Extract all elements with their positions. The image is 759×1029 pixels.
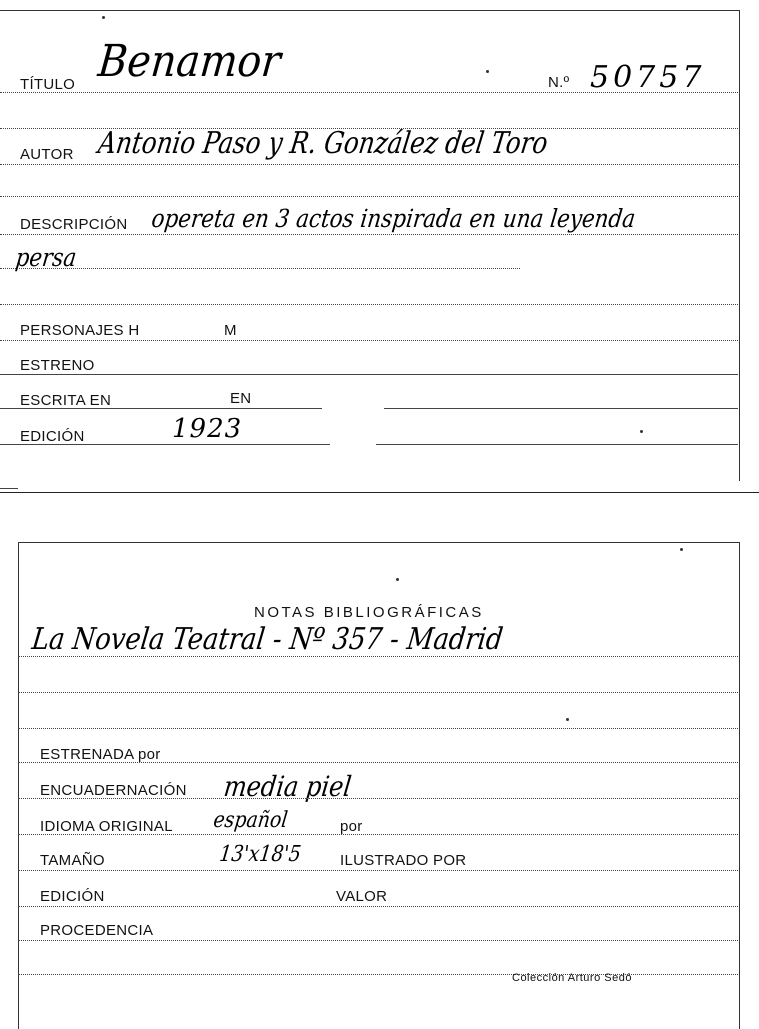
encuadernacion-label: ENCUADERNACIÓN <box>40 782 187 799</box>
scan-speck <box>486 70 489 73</box>
autor-line <box>0 164 738 165</box>
edicion-2-label: EDICIÓN <box>40 888 105 905</box>
edicion-label: EDICIÓN <box>20 428 85 445</box>
titulo-label: TÍTULO <box>20 76 76 93</box>
ilustrado-por-label: ILUSTRADO POR <box>340 852 467 869</box>
estreno-line <box>0 374 738 375</box>
idioma-original-value: español <box>212 808 289 833</box>
escrita-en-line <box>0 408 322 409</box>
por-label: por <box>340 818 363 835</box>
rule <box>0 304 738 305</box>
descripcion-value-line1: opereta en 3 actos inspirada en una leyenda <box>150 204 638 233</box>
coleccion-footer: Colección Arturo Sedó <box>512 972 632 984</box>
autor-value: Antonio Paso y R. González del Toro <box>96 126 550 161</box>
titulo-value: Benamor <box>96 36 283 87</box>
edicion-value: 1923 <box>172 414 243 444</box>
encuadernacion-line <box>18 798 738 799</box>
descripcion-line-2 <box>0 268 520 269</box>
idioma-line <box>18 834 738 835</box>
procedencia-line <box>18 940 738 941</box>
en-line <box>384 408 738 409</box>
rule <box>0 196 738 197</box>
tamano-value: 13'x18'5 <box>218 842 303 867</box>
titulo-line <box>0 92 738 93</box>
notas-line1-value: La Novela Teatral - Nº 357 - Madrid <box>30 622 505 657</box>
descripcion-line <box>0 234 738 235</box>
autor-label: AUTOR <box>20 146 74 163</box>
notas-line <box>18 692 738 693</box>
edicion-2-line <box>18 906 738 907</box>
numero-label: N.º <box>548 74 570 91</box>
en-label: EN <box>230 390 252 407</box>
encuadernacion-value: media piel <box>222 770 354 803</box>
scan-speck <box>680 548 683 551</box>
procedencia-label: PROCEDENCIA <box>40 922 154 939</box>
notas-line <box>18 728 738 729</box>
scan-speck <box>640 430 643 433</box>
estrenada-por-label: ESTRENADA por <box>40 746 161 763</box>
estrenada-line <box>18 762 738 763</box>
valor-label: VALOR <box>336 888 388 905</box>
scan-speck <box>102 16 105 19</box>
escrita-en-label: ESCRITA EN <box>20 392 112 409</box>
personajes-h-label: PERSONAJES H <box>20 322 140 339</box>
scan-speck <box>396 578 399 581</box>
descripcion-label: DESCRIPCIÓN <box>20 216 128 233</box>
edicion-line <box>0 444 330 445</box>
descripcion-value-line2: persa <box>14 243 79 272</box>
tamano-line <box>18 870 738 871</box>
notas-bibliograficas-heading: NOTAS BIBLIOGRÁFICAS <box>254 604 484 621</box>
scan-speck <box>566 718 569 721</box>
personajes-line <box>0 340 738 341</box>
notas-line <box>18 656 738 657</box>
edicion-line-2 <box>376 444 738 445</box>
tamano-label: TAMAÑO <box>40 852 105 869</box>
card-edge-mark <box>0 488 18 489</box>
estreno-label: ESTRENO <box>20 357 95 374</box>
numero-value: 50757 <box>590 60 706 95</box>
personajes-m-label: M <box>224 322 237 339</box>
idioma-original-label: IDIOMA ORIGINAL <box>40 818 173 835</box>
